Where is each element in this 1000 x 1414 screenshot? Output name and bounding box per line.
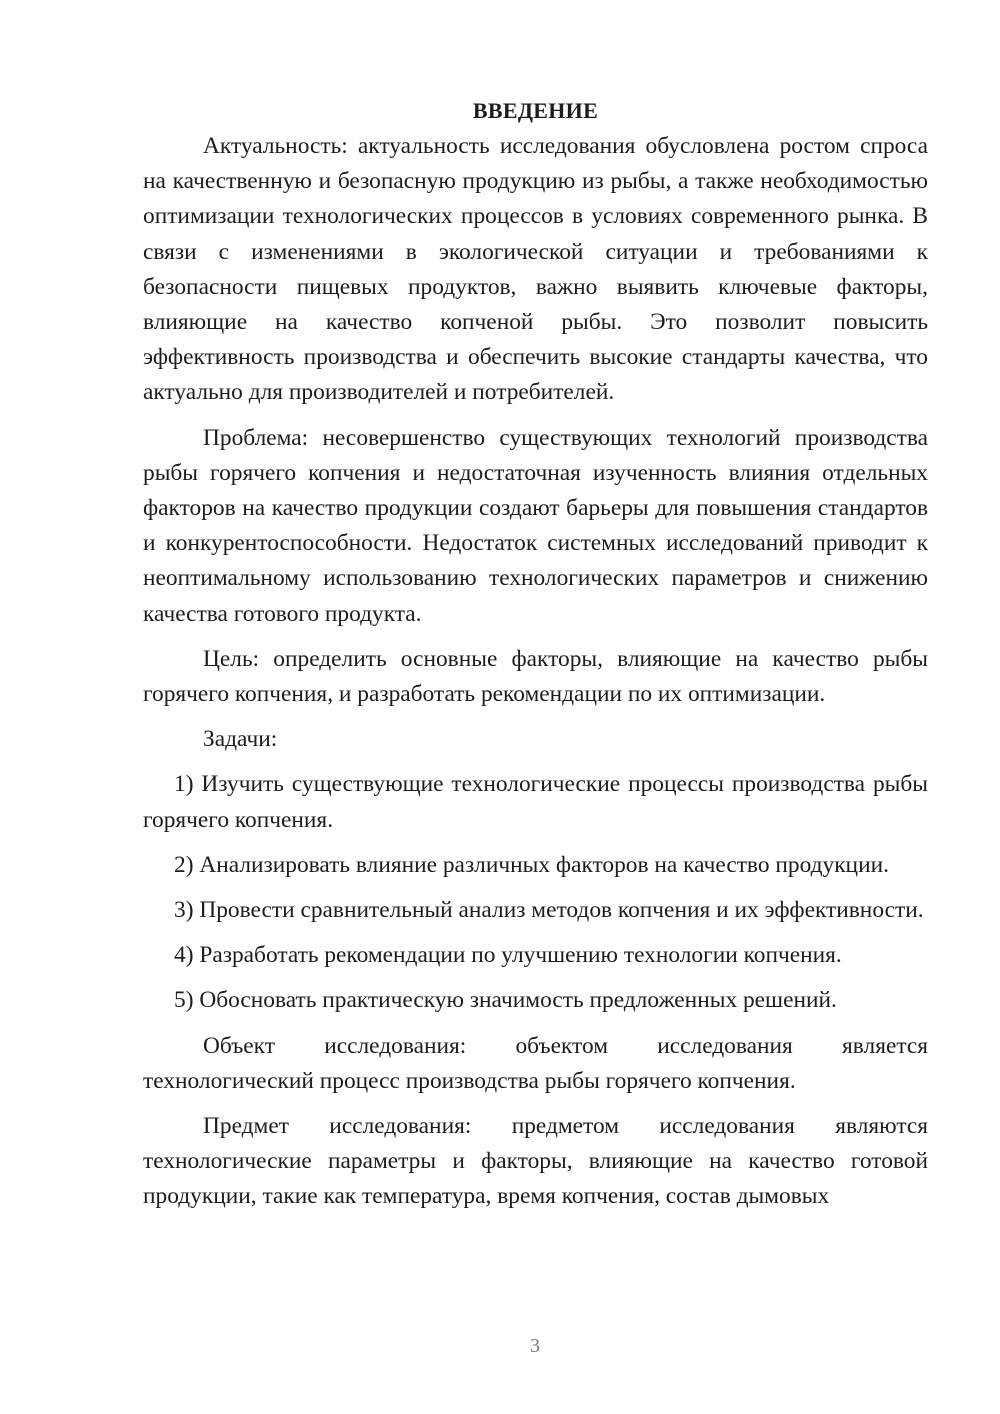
page-number: 3 xyxy=(530,1335,540,1357)
task-item: 1) Изучить существующие технологические процессы производства рыбы горячего копчения. xyxy=(143,771,928,833)
task-item: 2) Анализировать влияние различных факторов на качество продукции. xyxy=(174,851,889,878)
object-paragraph: Объект исследования: объектом исследования является технологический процесс производства рыбы горячего копчения. xyxy=(143,1032,928,1094)
task-item: 3) Провести сравнительный анализ методов копчения и их эффективности. xyxy=(174,897,924,924)
tasks-heading: Задачи: xyxy=(203,726,278,753)
subject-paragraph: Предмет исследования: предметом исследования являются технологические параметры и факторы, влияющие на качество готовой продукции, такие как температура, время копчения, состав дымовых xyxy=(143,1113,928,1210)
goal-paragraph: Цель: определить основные факторы, влияющие на качество рыбы горячего копчения, и разработать рекомендации по их оптимизации. xyxy=(143,645,928,708)
page-content xyxy=(143,93,928,1215)
relevance-paragraph: Актуальность: актуальность исследования обусловлена ростом спроса на качественную и безопасную продукцию из рыбы, а также необходимостью оптимизации технологических процессов в условиях современного рынка. В связи с изменениями в экологической ситуации и требованиями к безопасности пищевых продуктов, важно выявить ключевые факторы, влияющие на качество копченой рыбы. Это позволит повысить эффективность производства и обеспечить высокие стандарты качества, что актуально для производителей и потребителей. xyxy=(143,133,928,406)
page-title: ВВЕДЕНИЕ xyxy=(472,98,599,123)
problem-paragraph: Проблема: несовершенство существующих технологий производства рыбы горячего копчения и недостаточная изученность влияния отдельных факторов на качество продукции создают барьеры для повышения стандартов и конкурентоспособности. Недостаток системных исследований приводит к неоптимальному использованию технологических параметров и снижению качества готового продукта. xyxy=(143,424,928,627)
task-item: 4) Разработать рекомендации по улучшению технологии копчения. xyxy=(174,942,842,969)
task-item: 5) Обосновать практическую значимость предложенных решений. xyxy=(174,987,837,1014)
